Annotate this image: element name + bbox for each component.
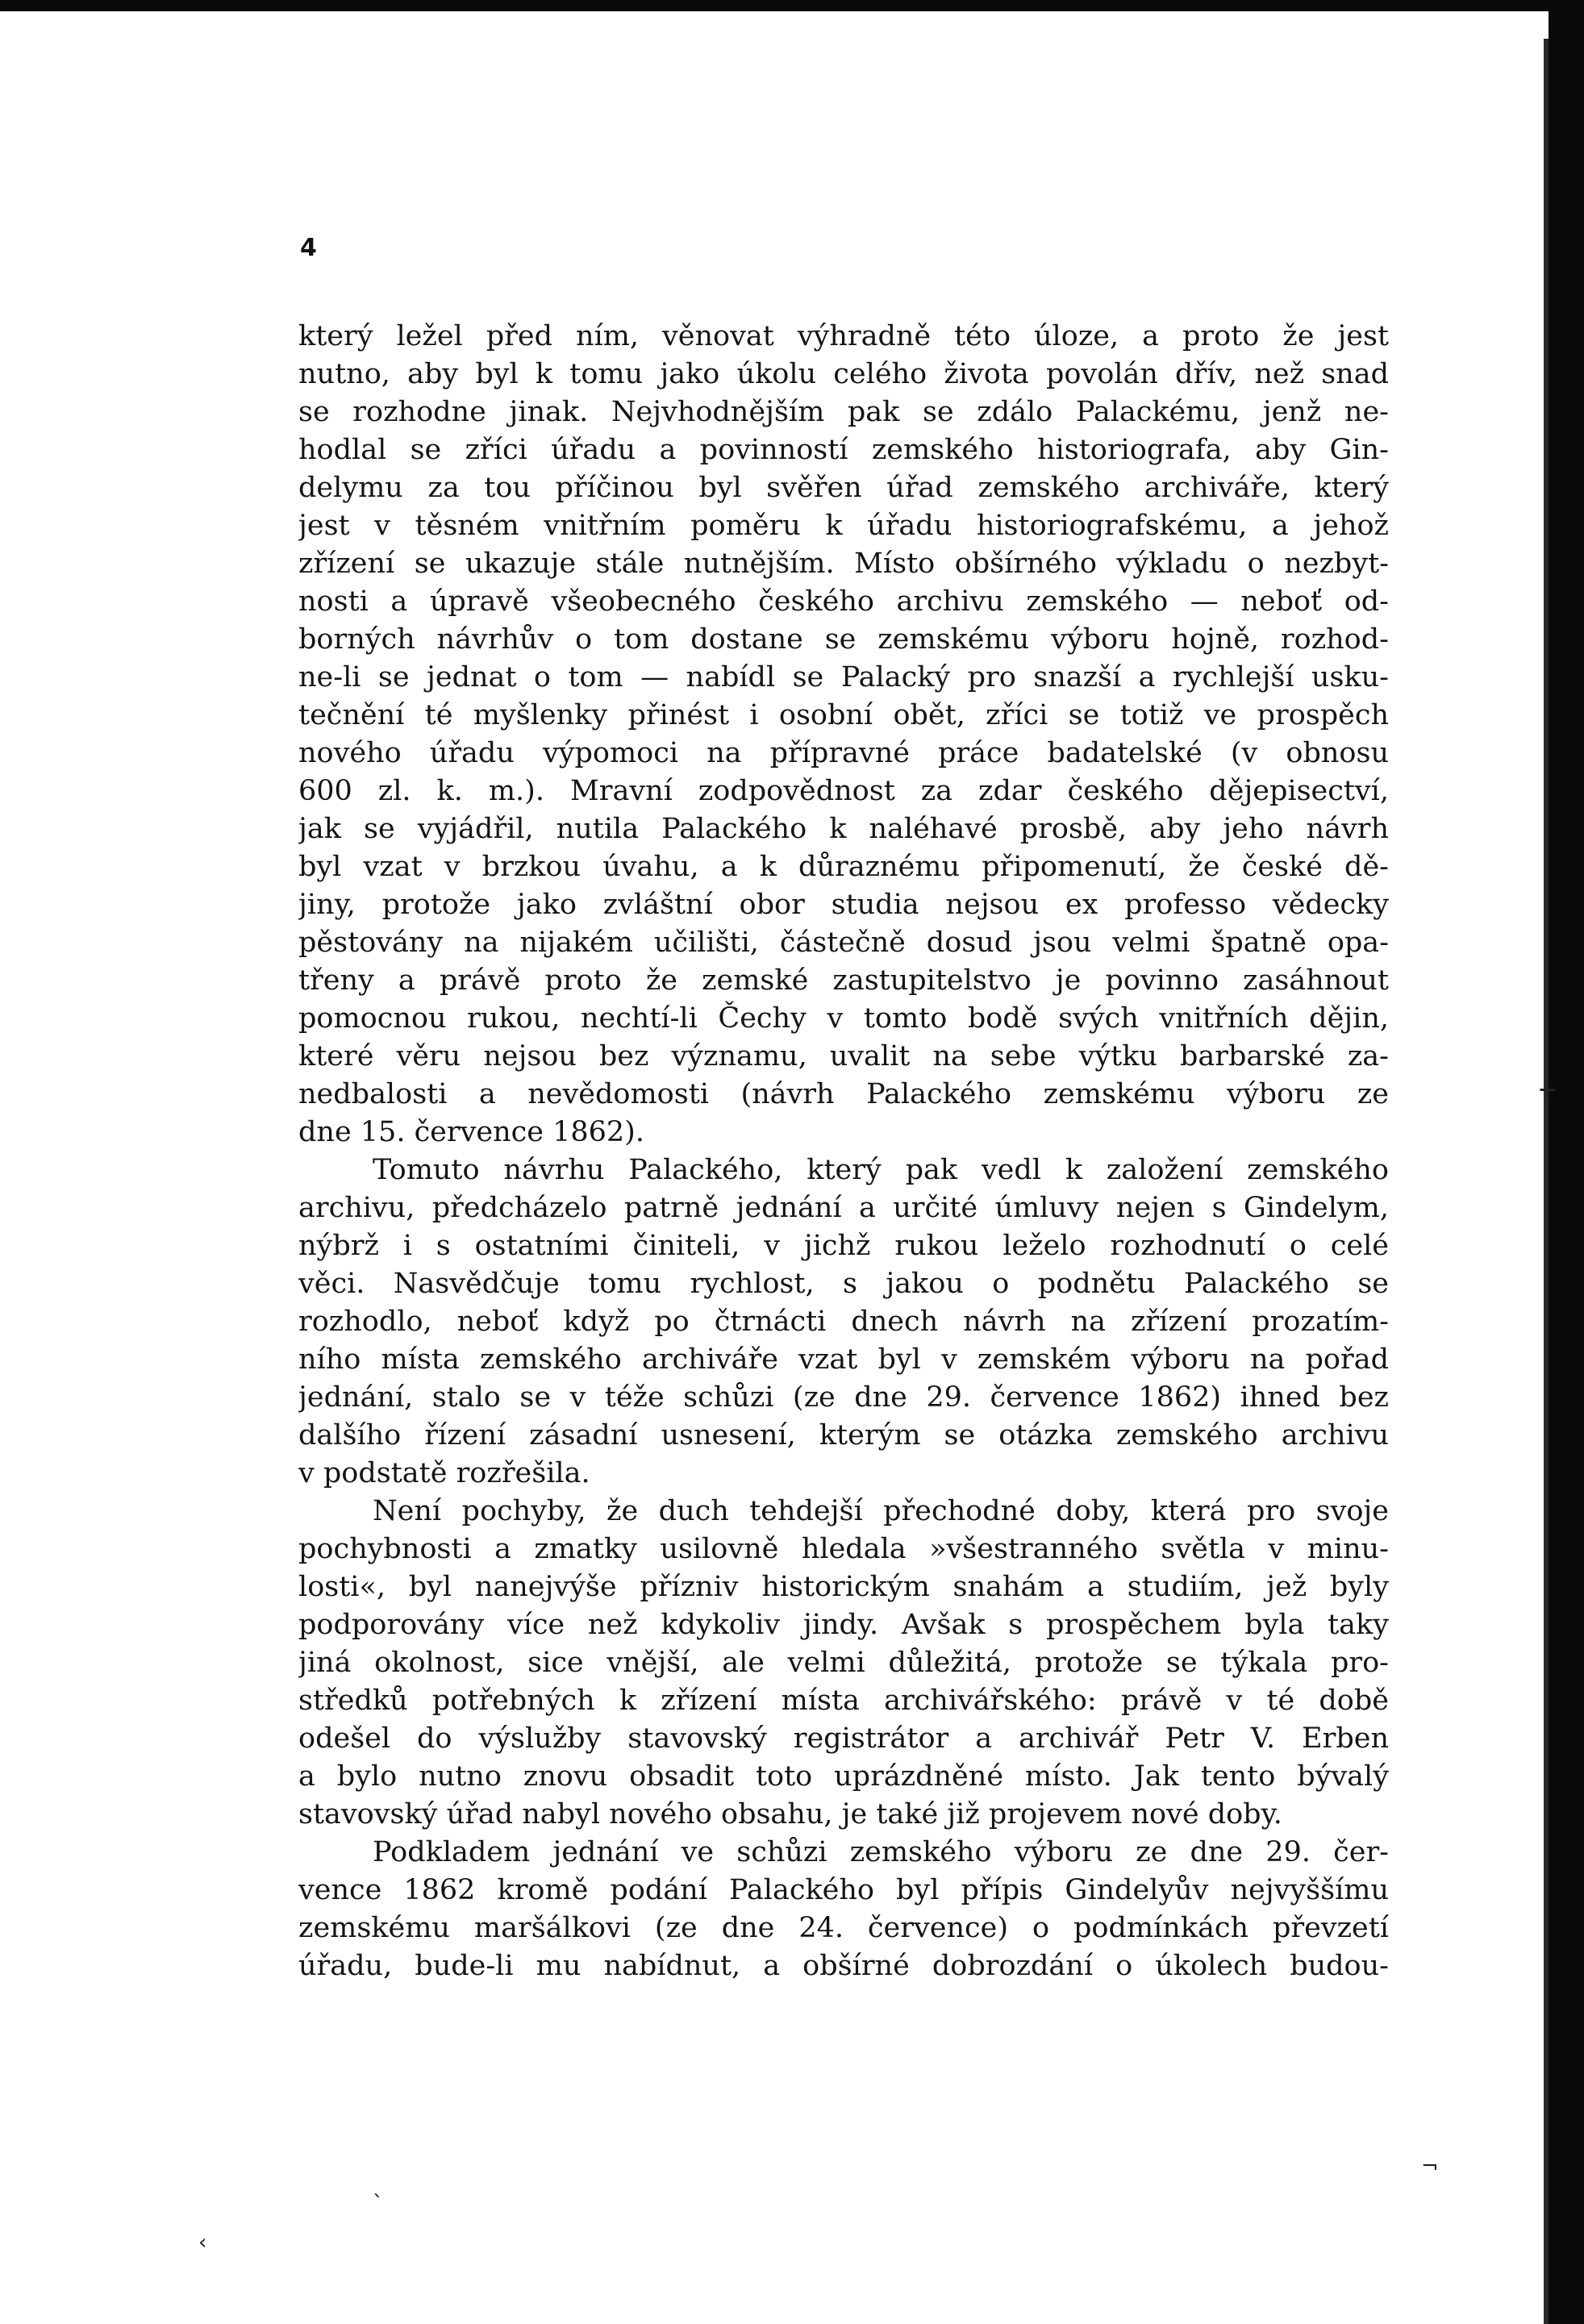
text-line: jiny, protože jako zvláštní obor studia nejsou ex professo vědecky — [298, 889, 1389, 921]
text-line: jest v těsném vnitřním poměru k úřadu historiografskému, a jehož — [298, 510, 1389, 542]
text-line: vence 1862 kromě podání Palackého byl přípis Gindelyův nejvyššímu — [298, 1874, 1389, 1906]
paragraph-1 — [298, 318, 1389, 1152]
text-line: Není pochyby, že duch tehdejší přechodné doby, která pro svoje — [373, 1495, 1389, 1527]
text-line: a bylo nutno znovu obsadit toto uprázdněné místo. Jak tento bývalý — [298, 1760, 1389, 1793]
scan-speck: ‹ — [198, 2230, 207, 2255]
scan-speck: ` — [373, 2192, 383, 2216]
page-number: 4 — [300, 234, 317, 262]
scan-border-inner — [1544, 39, 1549, 2324]
paragraph-3 — [298, 1493, 1389, 1834]
text-line: delymu za tou příčinou byl svěřen úřad zemského archiváře, který — [298, 472, 1389, 504]
scan-border-top — [0, 0, 1584, 11]
paragraph-4 — [298, 1834, 1389, 1985]
text-line: stavovský úřad nabyl nového obsahu, je také již projevem nové doby. — [298, 1798, 1282, 1830]
text-line: tečnění té myšlenky přinést i osobní obět, zříci se totiž ve prospěch — [298, 699, 1389, 731]
text-line: které věru nejsou bez významu, uvalit na sebe výtku barbarské za- — [298, 1040, 1389, 1072]
text-line: věci. Nasvědčuje tomu rychlost, s jakou o podnětu Palackého se — [298, 1268, 1389, 1300]
text-line: pomocnou rukou, nechtí-li Čechy v tomto bodě svých vnitřních dějin, — [298, 1002, 1389, 1035]
text-line: úřadu, bude-li mu nabídnut, a obšírné dobrozdání o úkolech budou- — [298, 1950, 1389, 1982]
text-line: ne-li se jednat o tom — nabídl se Palacký pro snazší a rychlejší usku- — [298, 661, 1389, 693]
text-line: třeny a právě proto že zemské zastupitelstvo je povinno zasáhnout — [298, 964, 1389, 997]
text-line: který ležel před ním, věnovat výhradně této úloze, a proto že jest — [298, 320, 1389, 352]
text-line: jiná okolnost, sice vnější, ale velmi důležitá, protože se týkala pro- — [298, 1647, 1389, 1679]
text-line: nutno, aby byl k tomu jako úkolu celého života povolán dřív, než snad — [298, 358, 1389, 390]
text-line: nosti a úpravě všeobecného českého archivu zemského — neboť od- — [298, 585, 1389, 618]
text-line: archivu, předcházelo patrně jednání a určité úmluvy nejen s Gindelym, — [298, 1192, 1389, 1224]
text-line: dne 15. července 1862). — [298, 1116, 644, 1148]
text-line: Podkladem jednání ve schůzi zemského výboru ze dne 29. čer- — [373, 1836, 1389, 1868]
text-line: jednání, stalo se v téže schůzi (ze dne 29. července 1862) ihned bez — [298, 1381, 1389, 1414]
body-text — [298, 318, 1389, 1985]
text-line: nového úřadu výpomoci na přípravné práce badatelské (v obnosu — [298, 737, 1389, 769]
text-line: losti«, byl nanejvýše přízniv historickým snahám a studiím, jež byly — [298, 1571, 1389, 1603]
text-line: ního místa zemského archiváře vzat byl v zemském výboru na pořad — [298, 1343, 1389, 1376]
text-line: pochybnosti a zmatky usilovně hledala »všestranného světla v minu- — [298, 1533, 1389, 1565]
text-line: rozhodlo, neboť když po čtrnácti dnech návrh na zřízení prozatím- — [298, 1306, 1389, 1338]
text-line: jak se vyjádřil, nutila Palackého k naléhavé prosbě, aby jeho návrh — [298, 813, 1389, 845]
text-line: odešel do výslužby stavovský registrátor a archivář Petr V. Erben — [298, 1722, 1389, 1755]
text-line: nýbrž i s ostatními činiteli, v jichž rukou leželo rozhodnutí o celé — [298, 1230, 1389, 1262]
scan-speck: ✛ — [1539, 1079, 1557, 1103]
text-line: středků potřebných k zřízení místa archivářského: právě v té době — [298, 1685, 1389, 1717]
text-line: se rozhodne jinak. Nejvhodnějším pak se zdálo Palackému, jenž ne- — [298, 396, 1389, 428]
text-line: byl vzat v brzkou úvahu, a k důraznému připomenutí, že české dě- — [298, 851, 1389, 883]
text-line: dalšího řízení zásadní usnesení, kterým se otázka zemského archivu — [298, 1419, 1389, 1451]
text-line: Tomuto návrhu Palackého, který pak vedl k založení zemského — [373, 1154, 1389, 1186]
text-line: v podstatě rozřešila. — [298, 1457, 590, 1489]
text-line: borných návrhův o tom dostane se zemskému výboru hojně, rozhod- — [298, 623, 1389, 656]
paragraph-2 — [298, 1152, 1389, 1493]
text-line: podporovány více než kdykoliv jindy. Avšak s prospěchem byla taky — [298, 1609, 1389, 1641]
text-line: nedbalosti a nevědomosti (návrh Palackého zemskému výboru ze — [298, 1078, 1389, 1110]
scan-speck: ¬ — [1421, 2155, 1439, 2179]
text-line: zemskému maršálkovi (ze dne 24. července) o podmínkách převzetí — [298, 1912, 1389, 1944]
text-line: 600 zl. k. m.). Mravní zodpovědnost za zdar českého dějepisectví, — [298, 775, 1389, 807]
scan-border-right — [1549, 0, 1584, 2324]
text-line: hodlal se zříci úřadu a povinností zemského historiografa, aby Gin- — [298, 434, 1389, 466]
text-line: pěstovány na nijakém učilišti, částečně dosud jsou velmi špatně opa- — [298, 927, 1389, 959]
text-line: zřízení se ukazuje stále nutnějším. Místo obšírného výkladu o nezbyt- — [298, 548, 1389, 580]
